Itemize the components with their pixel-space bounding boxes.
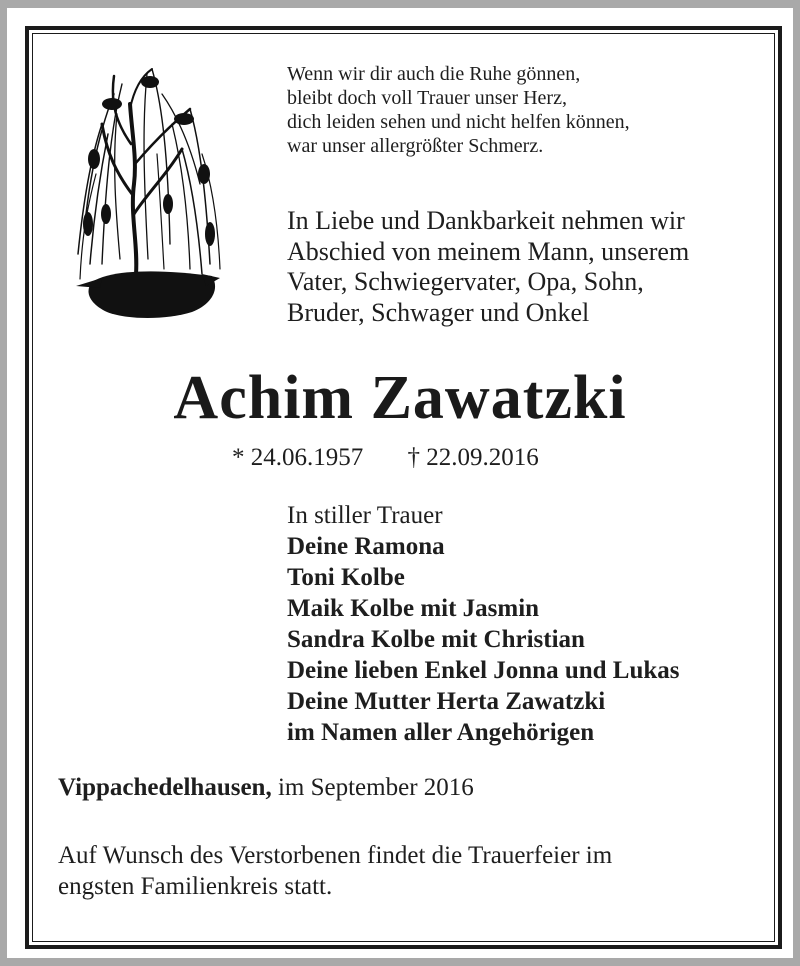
mourner-name: Deine lieben Enkel Jonna und Lukas (287, 657, 680, 684)
place-town: Vippachedelhausen, (58, 774, 272, 801)
place-and-date (58, 773, 474, 803)
farewell-text (287, 206, 757, 328)
poem-line: Wenn wir dir auch die Ruhe gönnen, (287, 63, 581, 85)
poem-line: bleibt doch voll Trauer unser Herz, (287, 87, 567, 109)
mourner-name: Deine Ramona (287, 533, 445, 560)
death-date: † 22.09.2016 (407, 444, 539, 471)
farewell-line: Vater, Schwiegervater, Opa, Sohn, (287, 267, 644, 296)
farewell-line: Abschied von meinem Mann, unserem (287, 236, 690, 266)
mourner-name: Maik Kolbe mit Jasmin (287, 595, 540, 622)
mourner-name: Sandra Kolbe mit Christian (287, 626, 585, 653)
farewell-line: Bruder, Schwager und Onkel (287, 297, 590, 327)
mourner-name: Deine Mutter Herta Zawatzki (287, 688, 606, 715)
notice-line: engsten Familienkreis statt. (58, 873, 333, 900)
funeral-notice (58, 840, 748, 902)
poem (287, 62, 747, 158)
mourner-name: im Namen aller Angehörigen (287, 719, 595, 746)
mourners-intro: In stiller Trauer (287, 502, 443, 529)
deceased-name: Achim Zawatzki (173, 364, 627, 432)
poem-line: war unser allergrößter Schmerz. (287, 135, 544, 157)
mourners-list (287, 500, 767, 748)
poem-line: dich leiden sehen und nicht helfen können, (287, 111, 630, 133)
birth-date: * 24.06.1957 (232, 444, 364, 471)
weeping-willow-icon (72, 64, 224, 334)
mourner-name: Toni Kolbe (287, 564, 405, 591)
place-date: im September 2016 (271, 774, 474, 801)
notice-line: Auf Wunsch des Verstorbenen findet die Trauerfeier im (58, 842, 613, 869)
life-dates (232, 443, 539, 473)
farewell-line: In Liebe und Dankbarkeit nehmen wir (287, 206, 685, 235)
